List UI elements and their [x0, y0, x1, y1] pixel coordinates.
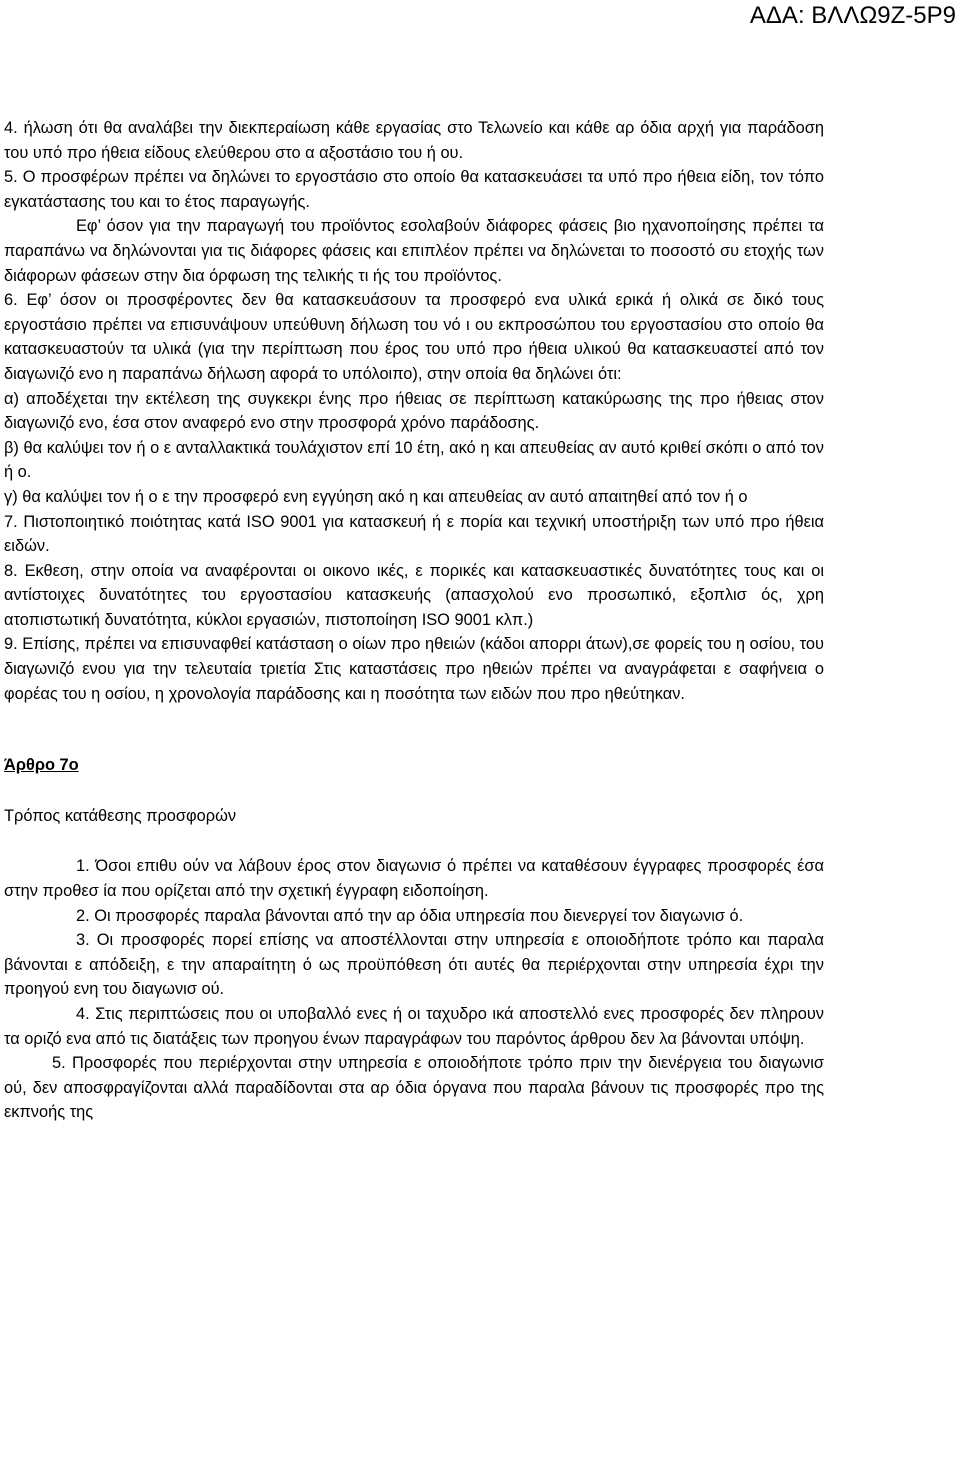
- article-item-5: 5. Προσφορές που περιέρχονται στην υπηρεσία ε οποιοδήποτε τρόπο πριν την διενέργεια του διαγωνισ ού, δεν αποσφραγίζονται αλλά παραδίδονται στα αρ όδια όργανα που παραλα βάνουν τις προσφορές προ της εκπνοής της: [4, 1054, 824, 1122]
- paragraph-6: 6. Εφ’ όσον οι προσφέροντες δεν θα κατασκευάσουν τα προσφερό ενα υλικά ερικά ή ολικά σε δικό τους εργοστάσιο πρέπει να επισυνάψουν υπεύθυνη δήλωση του νό ι ου εκπροσώπου του εργοστασίου στο οποίο θα κατασκευαστούν τα υλικά (για την περίπτωση που έρος του υπό προ ήθεια υλικού θα κατασκευαστεί από τον διαγωνιζό ενο η παραπάνω δήλωση αφορά το υπόλοιπο), στην οποία θα δηλώνει ότι:: [4, 291, 824, 383]
- paragraph-9: 9. Επίσης, πρέπει να επισυναφθεί κατάσταση ο οίων προ ηθειών (κάδοι απορρι άτων),σε φορείς του η οσίου, του διαγωνιζό ενου για την τελευταία τριετία Στις καταστάσεις προ ηθειών πρέπει να αναγράφεται ε σαφήνεια ο φορέας του η οσίου, η χρονολογία παράδοσης και η ποσότητα των ειδών που προ ηθεύτηκαν.: [4, 635, 824, 703]
- paragraph-5: 5. Ο προσφέρων πρέπει να δηλώνει το εργοστάσιο στο οποίο θα κατασκευάσει τα υπό προ ήθεια είδη, τον τόπο εγκατάστασης του και το έτος παραγωγής.: [4, 168, 824, 211]
- paragraph-5-phases: Εφ’ όσον για την παραγωγή του προϊόντος εσολαβούν διάφορες φάσεις βιο ηχανοποίησης πρέπει τα παραπάνω να δηλώνονται για τις διάφορες φάσεις και επιπλέον πρέπει να δηλώνεται το ποσοστό συ ετοχής των διάφορων φάσεων στην δια όρφωση της τελικής τι ής του προϊόντος.: [4, 217, 824, 285]
- article-heading: Άρθρο 7ο: [4, 756, 79, 775]
- article-item-4: 4. Στις περιπτώσεις που οι υποβαλλό ενες ή οι ταχυδρο ικά αποστελλό ενες προσφορές δεν πληρουν τα οριζό ενα από τις διατάξεις των προηγου ένων παραγράφων του παρόντος άρθρου δεν λα βάνονται υπόψη.: [4, 1005, 824, 1048]
- article-item-2: 2. Οι προσφορές παραλα βάνονται από την αρ όδια υπηρεσία που διενεργεί τον διαγωνισ ό.: [76, 906, 744, 925]
- paragraph-4: 4. ήλωση ότι θα αναλάβει την διεκπεραίωση κάθε εργασίας στο Τελωνείο και κάθε αρ όδια αρχή για παράδοση του υπό προ ήθεια είδους ελεύθερου στο α αξοστάσιο του ή ου.: [4, 119, 824, 162]
- paragraph-8: 8. Εκθεση, στην οποία να αναφέρονται οι οικονο ικές, ε πορικές και κατασκευαστικές δυνατότητες τους και οι αντίστοιχες δυνατότητες του εργοστασίου κατασκευής (απασχολού ενο προσωπικό, εξοπλισ ός, χρη ατοπιστωτική δυνατότητα, κύκλοι εργασιών, πιστοποίηση ISO 9001 κλπ.): [4, 561, 824, 629]
- article-item-3: 3. Οι προσφορές πορεί επίσης να αποστέλλονται στην υπηρεσία ε οποιοδήποτε τρόπο και παραλα βάνονται ε απόδειξη, ε την απαραίτητη ό ως προϋπόθεση ότι αυτές θα περιέρχονται στην υπηρεσία έχρι την προηγού ενη του διαγωνισ ού.: [4, 931, 824, 999]
- paragraph-6-a: α) αποδέχεται την εκτέλεση της συγκεκρι ένης προ ήθειας σε περίπτωση κατακύρωσης της προ ήθειας στον διαγωνιζό ενο, έσα στον αναφερό ενο στην προσφορά χρόνο παράδοσης.: [4, 389, 824, 433]
- article-item-1: 1. Όσοι επιθυ ούν να λάβουν έρος στον διαγωνισ ό πρέπει να καταθέσουν έγγραφες προσφορές έσα στην προθεσ ία που ορίζεται από την σχετική έγγραφη ειδοποίηση.: [4, 857, 824, 901]
- paragraph-6-b: β) θα καλύψει τον ή ο ε ανταλλακτικά τουλάχιστον επί 10 έτη, ακό η και απευθείας αν αυτό κριθεί σκόπι ο από τον ή ο.: [4, 438, 824, 482]
- document-page: [4, 116, 824, 1125]
- paragraph-7: 7. Πιστοποιητικό ποιότητας κατά ISO 9001 για κατασκευή ή ε πορία και τεχνική υποστήριξη των υπό προ ήθεια ειδών.: [4, 512, 824, 556]
- ada-code: ΑΔΑ: ΒΛΛΩ9Ζ-5Ρ9: [749, 2, 956, 29]
- paragraph-6-c: γ) θα καλύψει τον ή ο ε την προσφερό ενη εγγύηση ακό η και απευθείας αν αυτό απαιτηθεί από τον ή ο: [4, 487, 748, 506]
- article-subheading: Τρόπος κατάθεσης προσφορών: [4, 806, 237, 825]
